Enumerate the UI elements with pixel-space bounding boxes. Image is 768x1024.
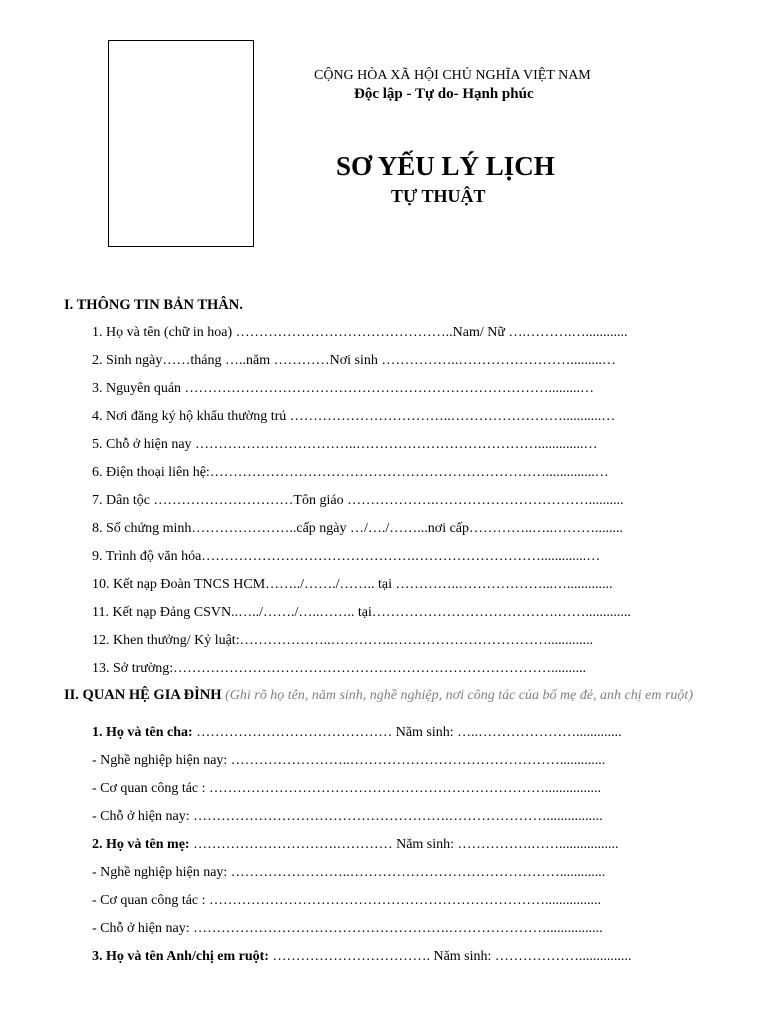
- field-line-education[interactable]: 9. Trình độ văn hóa……………………………………….……………………….............…: [92, 549, 601, 564]
- document-title: SƠ YẾU LÝ LỊCH: [336, 151, 555, 181]
- field-line-mother-address[interactable]: - Chỗ ở hiện nay: ……………………………………………….…………………................: [92, 921, 603, 936]
- father-label: 1. Họ và tên cha:: [92, 725, 193, 740]
- field-line-father-job[interactable]: - Nghề nghiệp hiện nay: ……………………..……………………………………….............: [92, 753, 606, 768]
- field-line-mother-job[interactable]: - Nghề nghiệp hiện nay: ……………………..……………………………………….............: [92, 865, 606, 880]
- field-line-youth-union[interactable]: 10. Kết nạp Đoàn TNCS HCM……../……./…….. tại …………..………………...….............: [92, 577, 613, 592]
- field-line-strengths[interactable]: 13. Sở trường:………………………………………………………………………..........: [92, 661, 587, 676]
- section1-heading: I. THÔNG TIN BẢN THÂN.: [64, 297, 243, 313]
- mother-label: 2. Họ và tên mẹ:: [92, 837, 190, 852]
- sibling-label: 3. Họ và tên Anh/chị em ruột:: [92, 949, 269, 964]
- field-line-father-office[interactable]: - Cơ quan công tác : ………………………………………………………………................: [92, 781, 602, 796]
- field-line-father-address[interactable]: - Chỗ ở hiện nay: ……………………………………………….…………………................: [92, 809, 603, 824]
- section2-note: (Ghi rõ họ tên, năm sinh, nghề nghiệp, nơi công tác của bố mẹ đẻ, anh chị em ruột): [225, 688, 693, 703]
- field-line-party[interactable]: 11. Kết nạp Đảng CSVN..…../……./…..…….. tại………………………………….…….............: [92, 605, 631, 620]
- motto-header: Độc lập - Tự do- Hạnh phúc: [354, 86, 534, 102]
- field-line-awards[interactable]: 12. Khen thưởng/ Kỷ luật:………………..…………..…………………………….............: [92, 633, 594, 648]
- sibling-fill: ……………………………. Năm sinh: ………………...............: [268, 949, 632, 964]
- field-line-mother-name[interactable]: [92, 836, 686, 854]
- section2-title: II. QUAN HỆ GIA ĐÌNH: [64, 687, 222, 703]
- mother-fill: ………………………….………… Năm sinh: …………….…….................: [189, 837, 619, 852]
- field-line-current-address[interactable]: 5. Chỗ ở hiện nay ……………………………..………………………………….............…: [92, 437, 598, 452]
- field-line-ethnicity-religion[interactable]: 7. Dân tộc …………………………Tôn giáo ……………….……………………………..........: [92, 493, 624, 508]
- field-line-registered-residence[interactable]: 4. Nơi đăng ký hộ khẩu thường trú ……………………………..……………………...........…: [92, 409, 616, 424]
- photo-box: [108, 40, 254, 247]
- nation-header: CỘNG HÒA XÃ HỘI CHỦ NGHĨA VIỆT NAM: [314, 68, 591, 83]
- field-line-birth[interactable]: 2. Sinh ngày……tháng …..năm …………Nơi sinh ……………..…………………….........…: [92, 353, 616, 368]
- document-subtitle: TỰ THUẬT: [391, 186, 486, 206]
- field-line-full-name[interactable]: 1. Họ và tên (chữ in hoa) ………………………………………..Nam/ Nữ ….……….…............: [92, 325, 628, 340]
- field-line-phone[interactable]: 6. Điện thoại liên hệ:………………………………………………………………..............…: [92, 465, 609, 480]
- field-line-mother-office[interactable]: - Cơ quan công tác : ………………………………………………………………................: [92, 893, 602, 908]
- field-line-sibling-name[interactable]: [92, 948, 686, 966]
- father-fill: …………………………………… Năm sinh: …..………………….............: [192, 725, 622, 740]
- field-line-father-name[interactable]: [92, 724, 686, 742]
- section2-heading: [64, 686, 694, 705]
- field-line-hometown[interactable]: 3. Nguyên quán …………………………………………………………………….........…: [92, 381, 595, 396]
- field-line-id-card[interactable]: 8. Số chứng minh…………………..cấp ngày …/…./……...nơi cấp…………..…..………........: [92, 521, 624, 536]
